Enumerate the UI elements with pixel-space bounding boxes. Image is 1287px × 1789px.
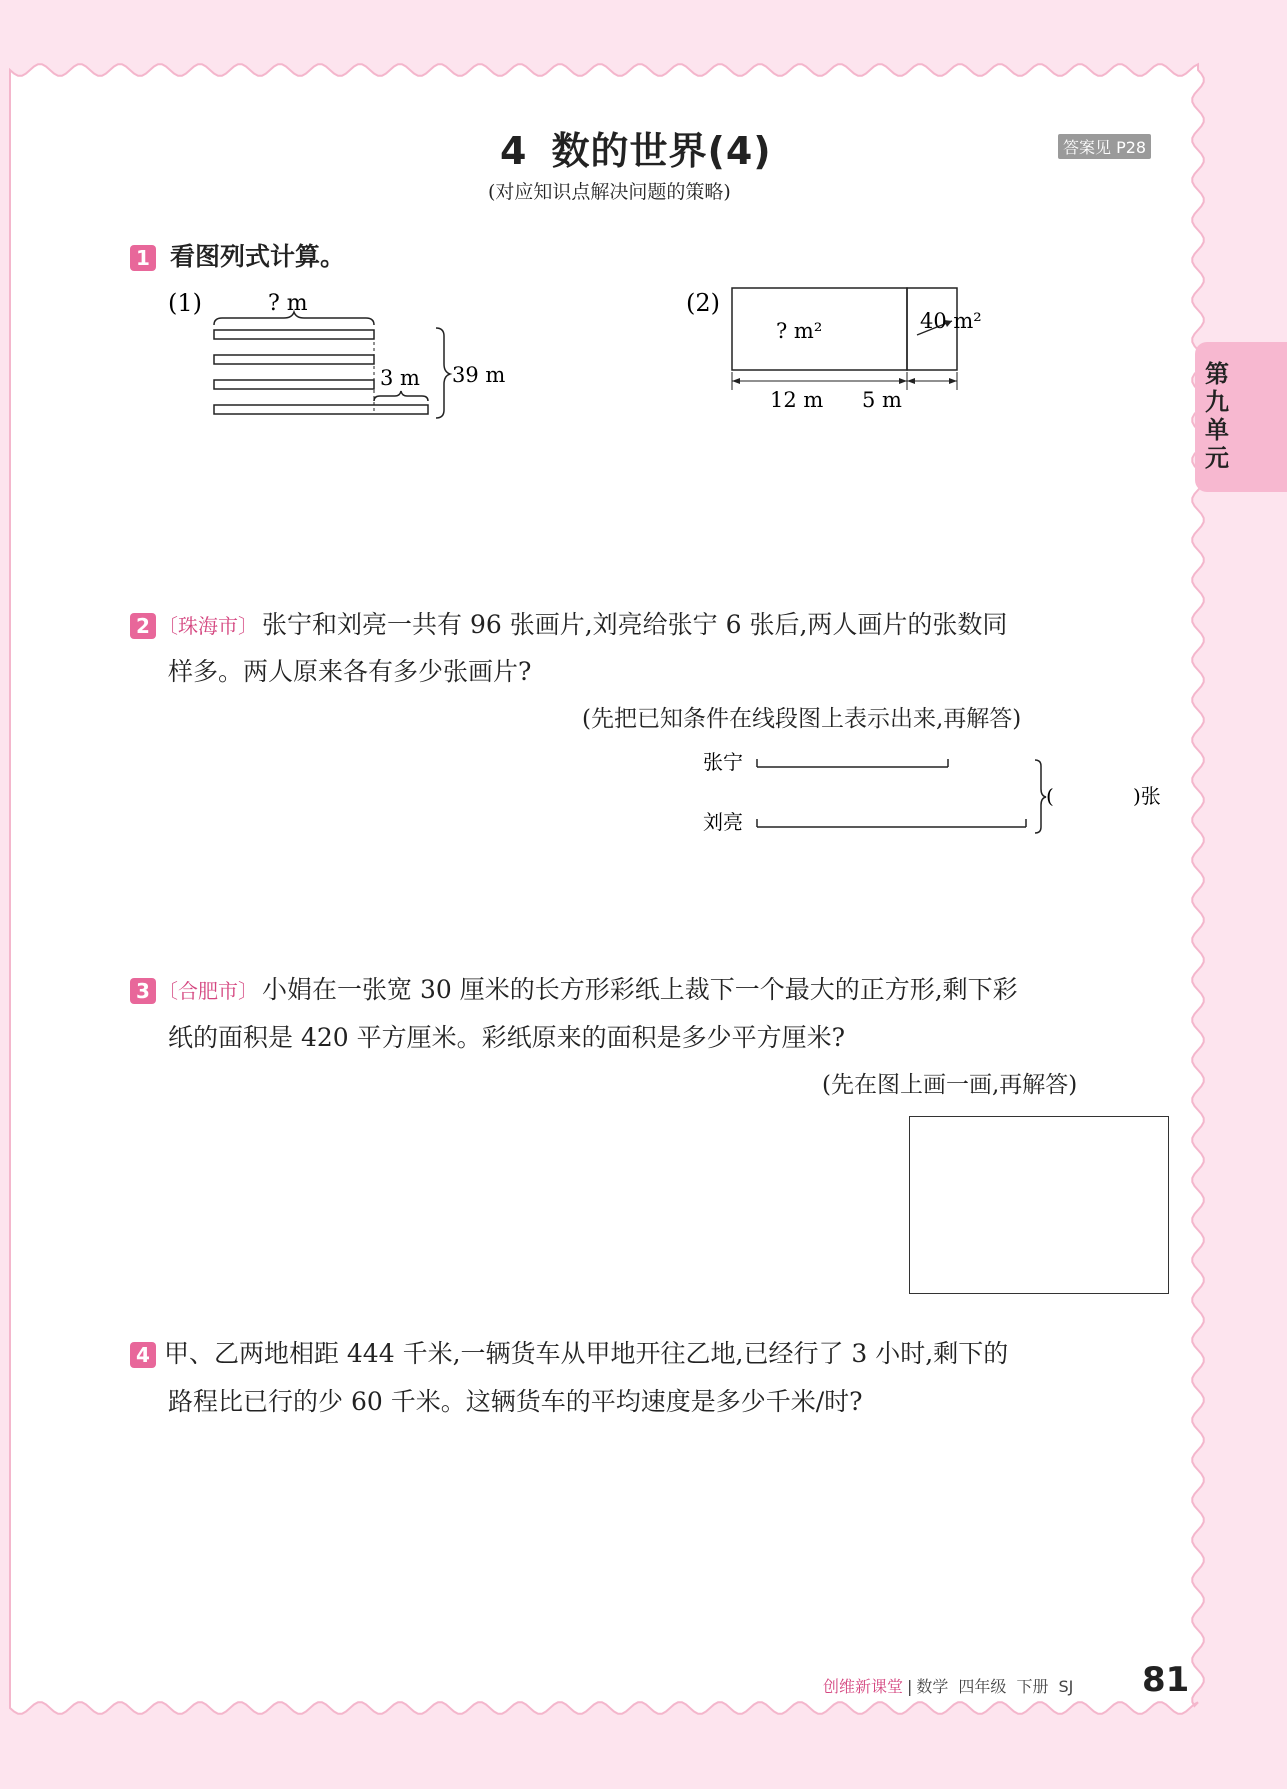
diagram-1-right-brace [436,328,450,418]
question-2-line-2: 样多。两人原来各有多少张画片? [168,657,532,686]
diagram-1-label: (1) [168,289,202,317]
diagram-2-area-label: ? m² [776,319,823,343]
segment-total-brace [1035,760,1046,833]
footer-subject: 数学 [916,1677,949,1696]
diagram-blank-open: ( [1046,784,1054,808]
question-3-line-1 [130,970,1018,1006]
diagram-name-1: 张宁 [703,750,743,774]
question-1-number: 1 [130,245,156,271]
question-2-line-diagram [700,745,1180,835]
question-1-diagram-1 [160,280,540,430]
question-1-heading [130,237,345,273]
question-2-tag: 〔珠海市〕 [158,614,258,638]
question-2-hint: (先把已知条件在线段图上表示出来,再解答) [582,706,1022,732]
diagram-1-long-strip [214,405,428,414]
page-number: 81 [1142,1660,1190,1700]
lesson-title: 数的世界(4) [551,129,772,173]
footer [823,1674,1073,1697]
footer-brand: 创维新课堂 [823,1677,904,1696]
diagram-1-strip-1 [214,330,374,339]
diagram-2-width-2: 5 m [862,388,902,412]
diagram-1-strip-3 [214,380,374,389]
question-2-text-1: 张宁和刘亮一共有 96 张画片,刘亮给张宁 6 张后,两人画片的张数同 [262,610,1008,639]
diagram-1-total-label: 39 m [452,363,506,387]
question-4-line-1 [130,1334,1008,1370]
footer-volume: 下册 [1016,1677,1049,1696]
footer-edition: SJ [1058,1677,1074,1696]
answer-reference-badge: 答案见 P28 [1058,134,1151,159]
diagram-2-label: (2) [686,289,720,317]
diagram-name-2: 刘亮 [703,810,743,834]
lesson-number: 4 [500,129,528,173]
diagram-2-width-1: 12 m [770,388,824,412]
footer-separator: | [907,1677,913,1696]
question-3-drawing-box[interactable] [909,1116,1169,1294]
diagram-1-top-label: ? m [268,291,308,316]
diagram-1-small-brace [374,391,428,401]
question-2-number: 2 [130,613,156,639]
question-3-tag: 〔合肥市〕 [158,979,258,1003]
page-title [500,120,772,175]
question-2-line-1 [130,605,1007,641]
question-3-line-2: 纸的面积是 420 平方厘米。彩纸原来的面积是多少平方厘米? [168,1023,846,1052]
diagram-1-small-label: 3 m [380,366,420,390]
question-3-hint: (先在图上画一画,再解答) [822,1072,1078,1098]
diagram-blank-close: )张 [1133,784,1161,808]
question-3-text-1: 小娟在一张宽 30 厘米的长方形彩纸上裁下一个最大的正方形,剩下彩 [262,975,1018,1004]
page-subtitle: (对应知识点解决问题的策略) [488,181,731,203]
question-3-number: 3 [130,978,156,1004]
question-1-diagram-2 [680,280,1000,420]
footer-grade: 四年级 [958,1677,1007,1696]
question-4-number: 4 [130,1342,156,1368]
question-1-text: 看图列式计算。 [169,242,345,271]
side-tab-label: 第九单元 [1205,360,1229,472]
diagram-2-arrow-label: 40 m² [920,309,982,333]
question-4-text-1: 甲、乙两地相距 444 千米,一辆货车从甲地开往乙地,已经行了 3 小时,剩下的 [163,1339,1009,1368]
diagram-1-strip-2 [214,355,374,364]
question-4-line-2: 路程比已行的少 60 千米。这辆货车的平均速度是多少千米/时? [168,1387,863,1416]
